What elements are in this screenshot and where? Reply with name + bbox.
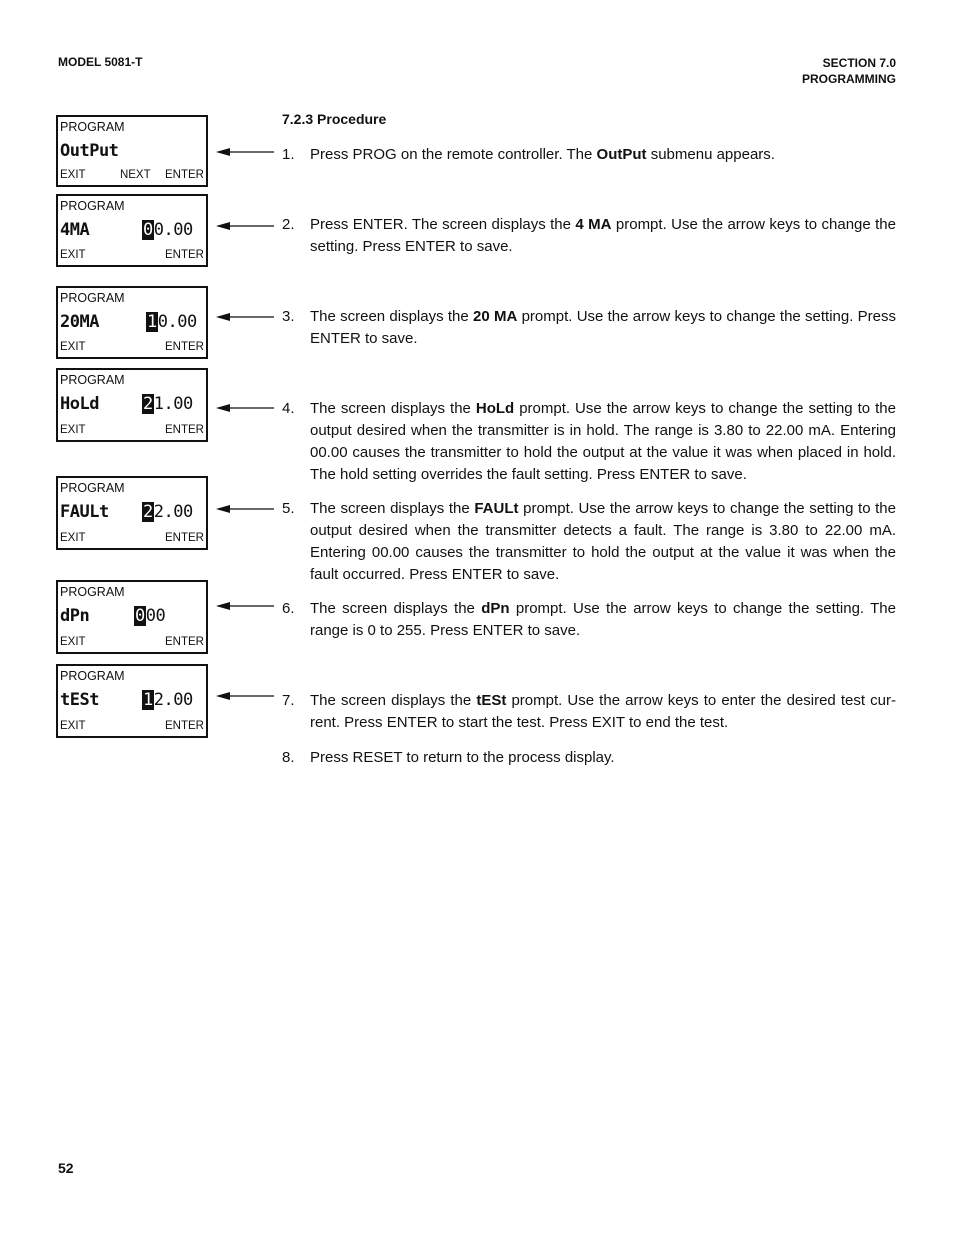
lcd-cursor-digit: 0: [143, 220, 153, 240]
step-number: 6.: [282, 600, 295, 617]
lcd-value: [134, 606, 165, 626]
lcd-top-label: PROGRAM: [60, 481, 125, 495]
lcd-top-label: PROGRAM: [60, 120, 125, 134]
lcd-softkeys: [60, 341, 204, 353]
lcd-cursor-digit: 2: [143, 394, 153, 414]
step-4: [282, 398, 896, 486]
step-text: Press PROG on the remote controller. The OutPut submenu appears.: [310, 146, 775, 163]
lcd-softkeys: [60, 532, 204, 544]
lcd-cursor-digit: 0: [135, 606, 145, 626]
lcd-display-4ma: [56, 194, 208, 267]
step-number: 4.: [282, 400, 295, 417]
arrow-left-icon: [216, 311, 274, 323]
lcd-prompt: 4MA: [60, 220, 90, 240]
lcd-display-20ma: [56, 286, 208, 359]
lcd-exit-key: EXIT: [60, 532, 86, 544]
lcd-value: [142, 502, 193, 522]
step-6: [282, 598, 896, 642]
lcd-prompt: HoLd: [60, 394, 99, 414]
lcd-value: [142, 690, 193, 710]
lcd-top-label: PROGRAM: [60, 669, 125, 683]
section-header: [802, 55, 896, 87]
lcd-cursor-digit: 2: [143, 502, 153, 522]
lcd-cursor-digit: 1: [143, 690, 153, 710]
lcd-enter-key: ENTER: [165, 720, 204, 732]
lcd-top-label: PROGRAM: [60, 199, 125, 213]
lcd-cursor-digit: 1: [147, 312, 157, 332]
arrow-left-icon: [216, 503, 274, 515]
step-2: [282, 214, 896, 258]
lcd-top-label: PROGRAM: [60, 291, 125, 305]
lcd-prompt: OutPut: [60, 141, 119, 161]
lcd-prompt: dPn: [60, 606, 90, 626]
step-text: The screen displays the 20 MA prompt. Use the arrow keys to change the setting. Press ENTER to save.: [310, 308, 896, 347]
step-text: The screen displays the tESt prompt. Use the arrow keys to enter the desired test cur-rent. Press ENTER to start the test. Press EXIT to end the test.: [310, 692, 896, 731]
arrow-left-icon: [216, 690, 274, 702]
step-number: 2.: [282, 216, 295, 233]
lcd-value-digits: 2.00: [153, 502, 193, 522]
lcd-value-digits: 1.00: [153, 394, 193, 414]
lcd-display-dpn: [56, 580, 208, 654]
lcd-top-label: PROGRAM: [60, 585, 125, 599]
lcd-exit-key: EXIT: [60, 249, 86, 261]
arrow-left-icon: [216, 220, 274, 232]
lcd-enter-key: ENTER: [165, 636, 204, 648]
lcd-enter-key: ENTER: [165, 169, 204, 181]
lcd-value-digits: 0.00: [157, 312, 197, 332]
step-number: 5.: [282, 500, 295, 517]
lcd-exit-key: EXIT: [60, 720, 86, 732]
lcd-value: [146, 312, 197, 332]
step-text: The screen displays the FAULt prompt. Use the arrow keys to change the setting to the output desired when the transmitter detects a fault. The range is 3.80 to 22.00 mA. Entering 00.00 causes the transmitter to hold the output at the value it was when the fault occurred. Press ENTER to save.: [310, 500, 896, 583]
step-number: 1.: [282, 146, 295, 163]
lcd-value-digits: 00: [145, 606, 166, 626]
lcd-exit-key: EXIT: [60, 424, 86, 436]
step-5: [282, 498, 896, 586]
lcd-exit-key: EXIT: [60, 636, 86, 648]
lcd-enter-key: ENTER: [165, 249, 204, 261]
arrow-left-icon: [216, 402, 274, 414]
lcd-exit-key: EXIT: [60, 169, 86, 181]
lcd-softkeys: [60, 249, 204, 261]
lcd-prompt: 20MA: [60, 312, 99, 332]
model-header: MODEL 5081-T: [58, 55, 143, 69]
lcd-display-test: [56, 664, 208, 738]
arrow-left-icon: [216, 600, 274, 612]
step-number: 7.: [282, 692, 295, 709]
lcd-value-digits: 2.00: [153, 690, 193, 710]
step-text: The screen displays the dPn prompt. Use the arrow keys to change the setting. The range is 0 to 255. Press ENTER to save.: [310, 600, 896, 639]
lcd-softkeys: [60, 636, 204, 648]
lcd-display-output: [56, 115, 208, 187]
lcd-top-label: PROGRAM: [60, 373, 125, 387]
lcd-display-fault: [56, 476, 208, 550]
lcd-display-hold: [56, 368, 208, 442]
lcd-prompt: tESt: [60, 690, 99, 710]
arrow-left-icon: [216, 146, 274, 158]
lcd-softkeys: [60, 424, 204, 436]
lcd-next-key: NEXT: [119, 169, 151, 181]
lcd-enter-key: ENTER: [165, 532, 204, 544]
step-8: [282, 747, 896, 769]
section-title: 7.2.3 Procedure: [282, 111, 387, 127]
step-number: 3.: [282, 308, 295, 325]
section-name: PROGRAMMING: [802, 72, 896, 86]
lcd-softkeys: [60, 720, 204, 732]
step-1: [282, 144, 896, 166]
section-number: SECTION 7.0: [822, 56, 896, 70]
page-number: 52: [58, 1160, 74, 1176]
step-text: The screen displays the HoLd prompt. Use the arrow keys to change the setting to the output desired when the transmitter is in hold. The range is 3.80 to 22.00 mA. Entering 00.00 causes the transmitter to hold the output at the value it was when placed in hold. The hold setting overrides the fault setting. Press ENTER to save.: [310, 400, 896, 483]
lcd-value: [142, 394, 193, 414]
step-text: Press RESET to return to the process display.: [310, 749, 615, 766]
lcd-exit-key: EXIT: [60, 341, 86, 353]
lcd-softkeys: [60, 169, 204, 181]
step-3: [282, 306, 896, 350]
lcd-enter-key: ENTER: [165, 341, 204, 353]
step-7: [282, 690, 896, 734]
lcd-value: [142, 220, 193, 240]
lcd-value-digits: 0.00: [153, 220, 193, 240]
lcd-enter-key: ENTER: [165, 424, 204, 436]
lcd-prompt: FAULt: [60, 502, 109, 522]
step-text: Press ENTER. The screen displays the 4 MA prompt. Use the arrow keys to change the setting. Press ENTER to save.: [310, 216, 896, 255]
step-number: 8.: [282, 749, 295, 766]
